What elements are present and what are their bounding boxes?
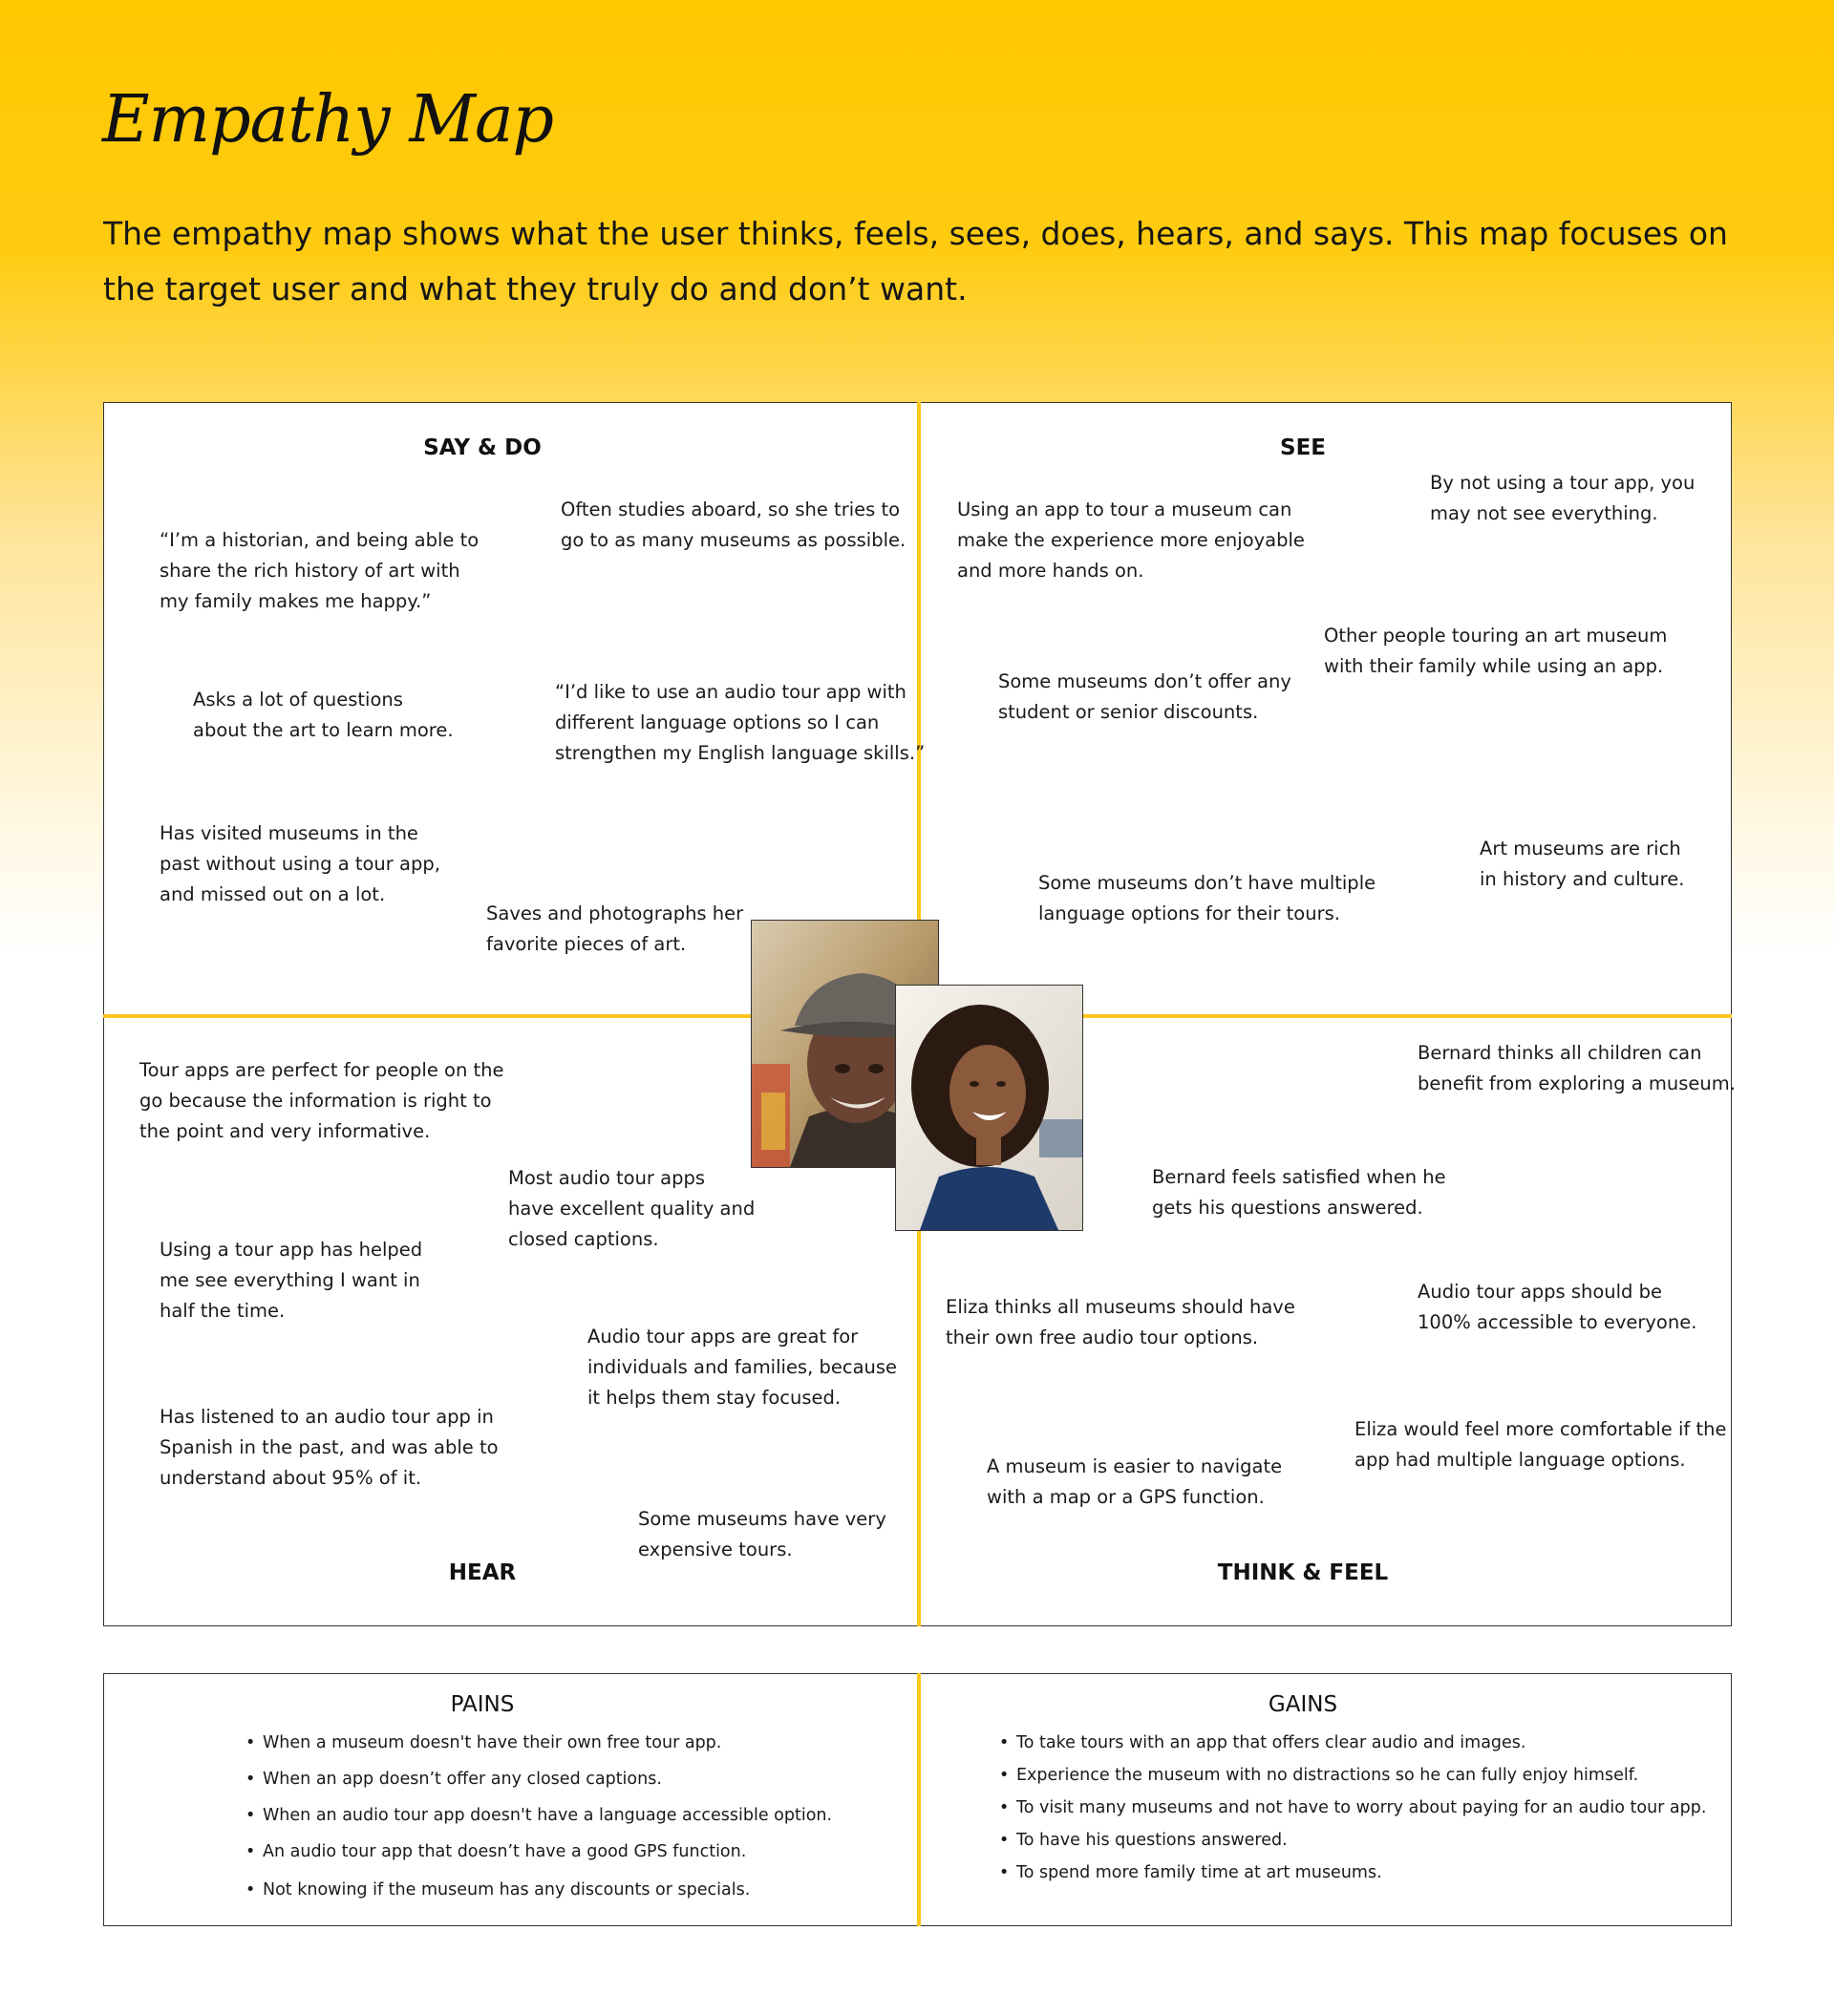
gains-item: • To spend more family time at art museums.	[999, 1863, 1706, 1896]
see-note: Art museums are rich in history and culture.	[1480, 838, 1685, 890]
persona-photo-eliza	[895, 985, 1083, 1231]
see-note: Using an app to tour a museum can make the experience more enjoyable and more hands on.	[957, 499, 1305, 582]
gains-heading: GAINS	[1268, 1692, 1338, 1717]
think-feel-note: Bernard thinks all children can benefit from exploring a museum.	[1418, 1042, 1736, 1094]
think-feel-note: Bernard feels satisfied when he gets his questions answered.	[1152, 1166, 1446, 1219]
hear-note: Using a tour app has helped me see everything I want in half the time.	[160, 1239, 423, 1322]
gains-item: • To have his questions answered.	[999, 1831, 1706, 1863]
see-note: By not using a tour app, you may not see everything.	[1430, 472, 1695, 524]
see-heading: SEE	[1280, 435, 1326, 460]
gains-item: • To take tours with an app that offers clear audio and images.	[999, 1733, 1706, 1766]
think-feel-heading: THINK & FEEL	[1217, 1560, 1389, 1585]
intro-paragraph: The empathy map shows what the user thinks, feels, sees, does, hears, and says. This map focuses on the target user and what they truly do and don’t want.	[103, 215, 1728, 308]
think-feel-note: Audio tour apps should be 100% accessible to everyone.	[1418, 1281, 1697, 1333]
hear-note: Audio tour apps are great for individuals and families, because it helps them stay focused.	[587, 1326, 898, 1409]
pains-item: • An audio tour app that doesn’t have a good GPS function.	[245, 1842, 832, 1880]
page-title: Empathy Map	[102, 82, 554, 158]
hear-note: Some museums have very expensive tours.	[638, 1508, 886, 1560]
see-note: Other people touring an art museum with their family while using an app.	[1324, 625, 1668, 677]
think-feel-note: A museum is easier to navigate with a map or a GPS function.	[987, 1455, 1283, 1508]
hear-note: Tour apps are perfect for people on the go because the information is right to the point and very informative.	[139, 1059, 504, 1142]
say-do-note: Saves and photographs her favorite pieces of art.	[486, 902, 744, 955]
pains-item: • When an audio tour app doesn't have a language accessible option.	[245, 1806, 832, 1842]
say-do-note: Asks a lot of questions about the art to learn more.	[193, 689, 454, 741]
gains-list	[999, 1733, 1706, 1896]
say-do-note: “I’m a historian, and being able to share the rich history of art with my family makes me happy.”	[160, 529, 480, 612]
pains-item: • When a museum doesn't have their own free tour app.	[245, 1733, 832, 1770]
persona-photo-eliza-image	[896, 986, 1082, 1230]
think-feel-note: Eliza thinks all museums should have their own free audio tour options.	[946, 1296, 1295, 1348]
see-note: Some museums don’t have multiple language options for their tours.	[1038, 872, 1376, 924]
gains-item: • Experience the museum with no distractions so he can fully enjoy himself.	[999, 1766, 1706, 1798]
pains-item: • Not knowing if the museum has any discounts or specials.	[245, 1880, 832, 1917]
think-feel-note: Eliza would feel more comfortable if the app had multiple language options.	[1354, 1418, 1727, 1471]
say-do-note: Often studies aboard, so she tries to go to as many museums as possible.	[561, 499, 906, 551]
pains-item: • When an app doesn’t offer any closed captions.	[245, 1770, 832, 1806]
say-do-note: Has visited museums in the past without using a tour app, and missed out on a lot.	[160, 822, 440, 905]
say-do-note: “I’d like to use an audio tour app with different language options so I can strengthen my English language skills.”	[555, 681, 926, 764]
gains-item: • To visit many museums and not have to worry about paying for an audio tour app.	[999, 1798, 1706, 1831]
hear-note: Has listened to an audio tour app in Spanish in the past, and was able to understand about 95% of it.	[160, 1406, 499, 1489]
pains-list	[245, 1733, 832, 1917]
see-note: Some museums don’t offer any student or senior discounts.	[998, 670, 1291, 723]
hear-heading: HEAR	[448, 1560, 517, 1585]
pains-gains-divider	[917, 1673, 921, 1926]
say-do-heading: SAY & DO	[423, 435, 542, 460]
hear-note: Most audio tour apps have excellent quality and closed captions.	[508, 1167, 756, 1250]
pains-heading: PAINS	[450, 1692, 515, 1717]
